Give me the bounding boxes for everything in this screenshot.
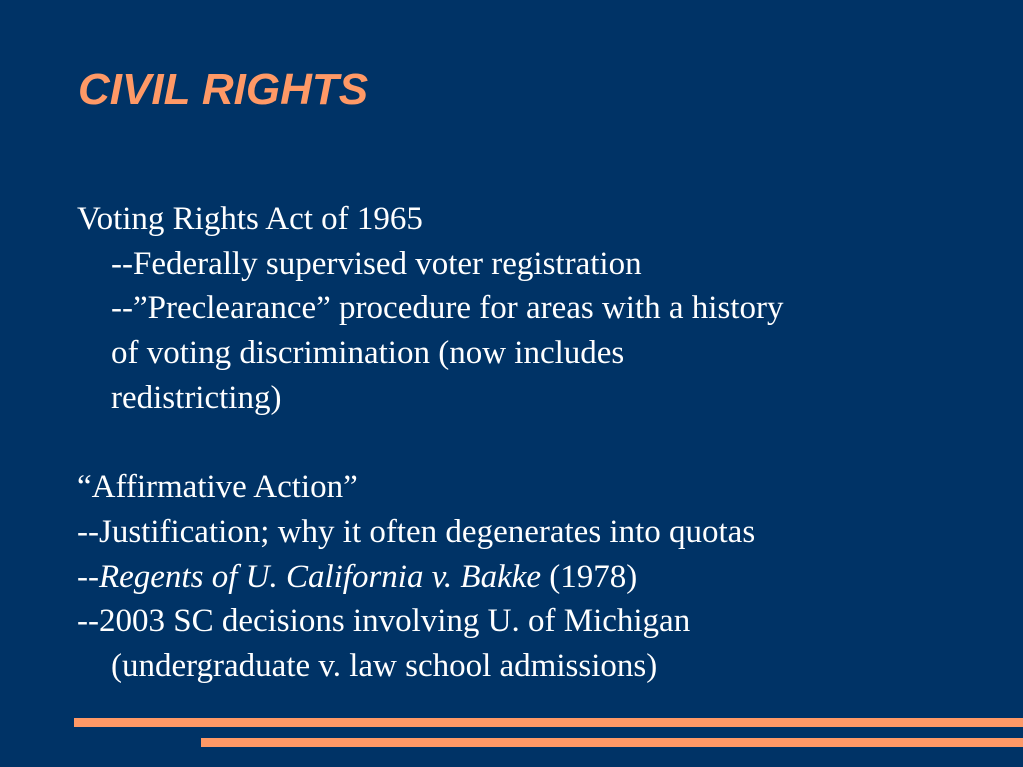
affirmative-action-point-michigan-line2: (undergraduate v. law school admissions) xyxy=(111,647,658,684)
affirmative-action-point-justification: --Justification; why it often degenerates into quotas xyxy=(77,513,756,550)
affirmative-action-point-bakke xyxy=(77,555,967,600)
accent-rule-top xyxy=(74,718,1023,727)
affirmative-action-point-michigan-line1: --2003 SC decisions involving U. of Michigan xyxy=(77,603,691,640)
voting-rights-point-preclearance-line3: redistricting) xyxy=(111,379,282,416)
affirmative-action-heading: “Affirmative Action” xyxy=(77,469,358,506)
accent-rule-bottom xyxy=(201,738,1023,747)
slide-body xyxy=(77,197,967,689)
bakke-case-name: Regents of U. California v. Bakke xyxy=(98,558,542,595)
bakke-prefix: -- xyxy=(77,558,99,595)
voting-rights-heading: Voting Rights Act of 1965 xyxy=(77,201,423,237)
slide-title: CIVIL RIGHTS xyxy=(78,65,369,114)
bakke-year: (1978) xyxy=(541,558,638,595)
voting-rights-point-registration: --Federally supervised voter registration xyxy=(111,245,642,282)
voting-rights-point-preclearance-line1: --”Preclearance” procedure for areas with a history xyxy=(111,290,784,327)
section-spacer xyxy=(77,420,967,465)
voting-rights-point-preclearance-line2: of voting discrimination (now includes xyxy=(111,335,625,372)
